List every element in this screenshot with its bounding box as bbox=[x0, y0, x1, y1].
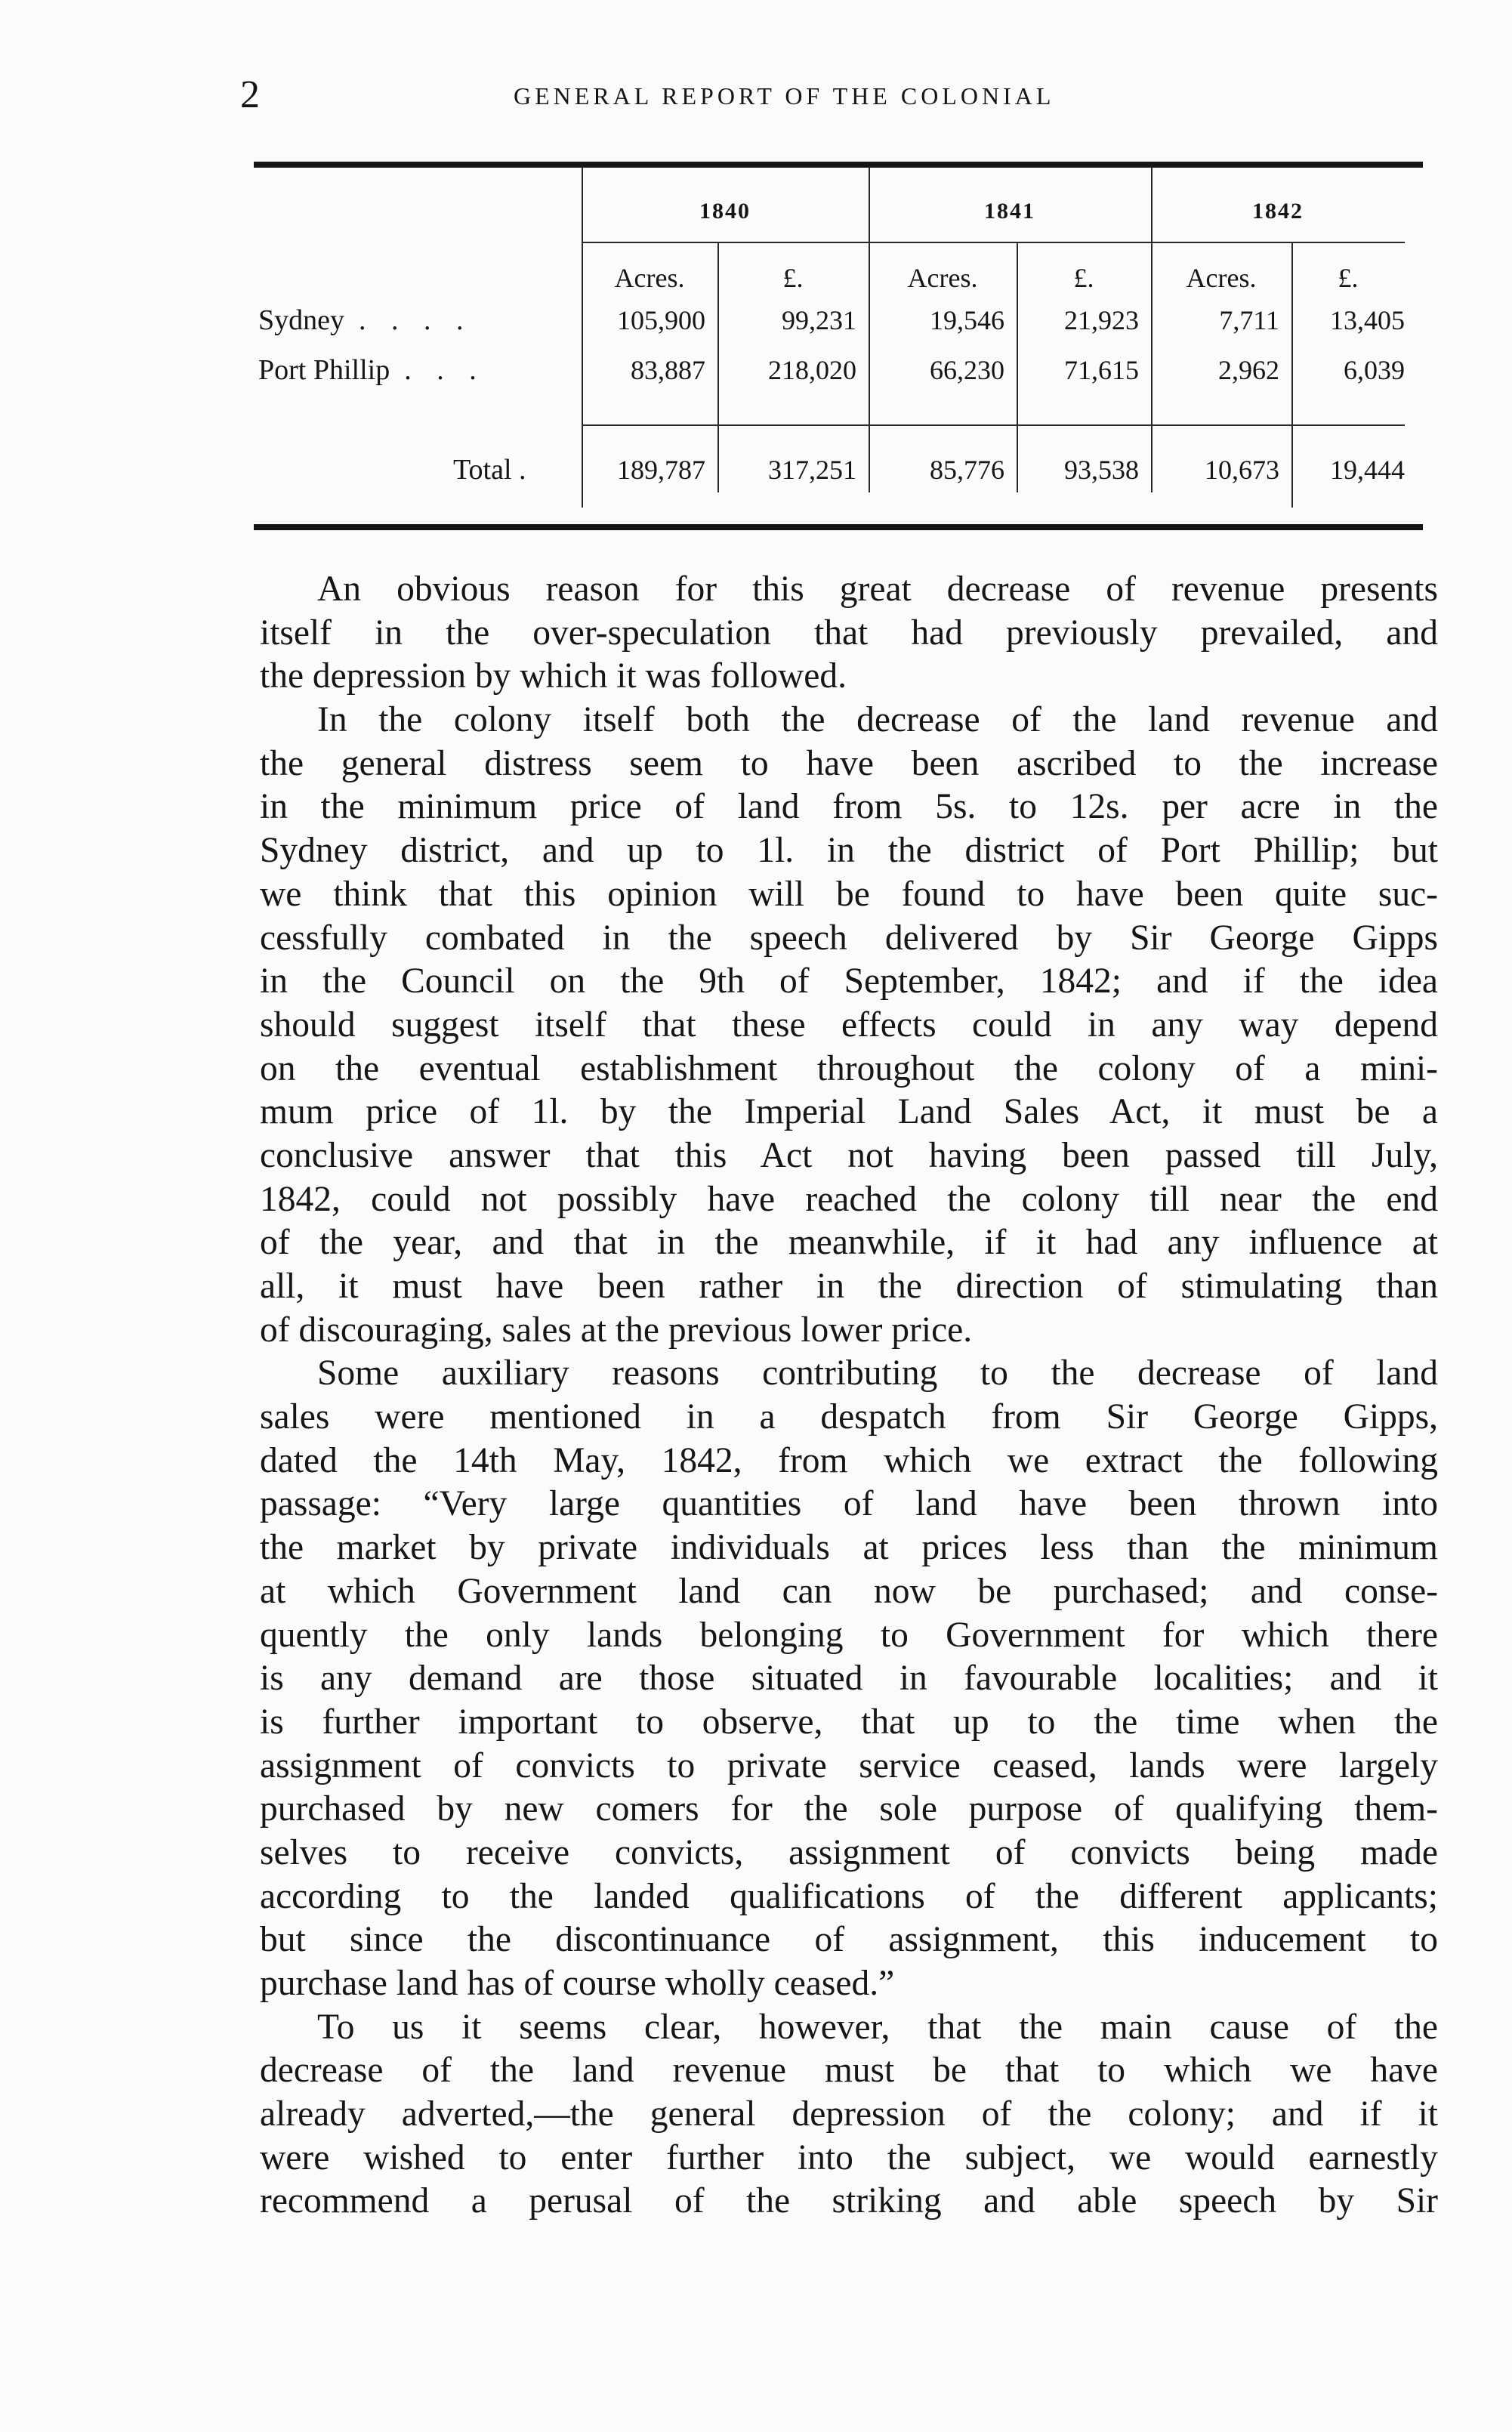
text-line: of discouraging, sales at the previous lower price. bbox=[260, 1310, 973, 1350]
text-line: on the eventual establishment throughout the colony of a mini- bbox=[260, 1048, 1438, 1088]
table-cell: 83,887 bbox=[631, 355, 705, 385]
text-line: itself in the over-speculation that had previously prevailed, and bbox=[260, 613, 1438, 653]
unit-header: £. bbox=[1338, 263, 1359, 293]
text-line: according to the landed qualifications of the different applicants; bbox=[260, 1876, 1438, 1916]
table-total-cell: 317,251 bbox=[768, 455, 856, 485]
table-top-rule bbox=[254, 162, 1423, 168]
year-header: 1840 bbox=[699, 199, 751, 224]
text-line: conclusive answer that this Act not having been passed till July, bbox=[260, 1135, 1438, 1175]
text-line: the depression by which it was followed. bbox=[260, 656, 847, 696]
text-line: sales were mentioned in a despatch from Sir George Gipps, bbox=[260, 1397, 1438, 1437]
text-line: selves to receive convicts, assignment of convicts being made bbox=[260, 1832, 1438, 1872]
text-line: Sydney district, and up to 1l. in the district of Port Phillip; but bbox=[260, 831, 1438, 871]
row-label-port-phillip: Port Phillip . . . bbox=[258, 354, 486, 386]
table-cell: 6,039 bbox=[1344, 355, 1405, 385]
text-line: mum price of 1l. by the Imperial Land Sales Act, it must be a bbox=[260, 1092, 1438, 1132]
table-cell: 2,962 bbox=[1218, 355, 1279, 385]
running-head: GENERAL REPORT OF THE COLONIAL bbox=[514, 82, 1055, 110]
table-cell: 99,231 bbox=[782, 305, 856, 335]
text-line: cessfully combated in the speech delivered by Sir George Gipps bbox=[260, 918, 1438, 958]
text-line: in the minimum price of land from 5s. to 12s. per acre in the bbox=[260, 787, 1438, 827]
unit-header: Acres. bbox=[614, 263, 685, 293]
text-line: decrease of the land revenue must be that to which we have bbox=[260, 2051, 1438, 2091]
text-line: dated the 14th May, 1842, from which we extract the following bbox=[260, 1440, 1438, 1480]
text-line: all, it must have been rather in the direction of stimulating than bbox=[260, 1267, 1438, 1306]
row-label-total: Total . bbox=[453, 454, 535, 486]
table-cell: 19,546 bbox=[930, 305, 1004, 335]
table-total-cell: 10,673 bbox=[1205, 455, 1279, 485]
text-line: the general distress seem to have been ascribed to the increase bbox=[260, 743, 1438, 783]
table-cell: 218,020 bbox=[768, 355, 856, 385]
land-sales-table bbox=[254, 168, 1423, 524]
unit-header: Acres. bbox=[907, 263, 978, 293]
table-cell: 105,900 bbox=[617, 305, 705, 335]
table-total-cell: 189,787 bbox=[617, 455, 705, 485]
text-line: purchased by new comers for the sole purpose of qualifying them- bbox=[260, 1789, 1438, 1829]
row-label-sydney: Sydney . . . . bbox=[258, 304, 473, 336]
text-line: quently the only lands belonging to Government for which there bbox=[260, 1615, 1438, 1655]
text-line: Some auxiliary reasons contributing to the decrease of land bbox=[317, 1353, 1438, 1393]
text-line: were wished to enter further into the subject, we would earnestly bbox=[260, 2137, 1438, 2177]
text-line: To us it seems clear, however, that the main cause of the bbox=[317, 2007, 1438, 2047]
table-cell: 7,711 bbox=[1219, 305, 1279, 335]
page-header bbox=[0, 73, 1512, 118]
text-line: is further important to observe, that up to the time when the bbox=[260, 1702, 1438, 1742]
table-bottom-rule bbox=[254, 524, 1423, 530]
text-line: we think that this opinion will be found to have been quite suc- bbox=[260, 874, 1438, 914]
table-cell: 66,230 bbox=[930, 355, 1004, 385]
table-cell: 71,615 bbox=[1064, 355, 1139, 385]
text-line: the market by private individuals at prices less than the minimum bbox=[260, 1528, 1438, 1568]
text-line: in the Council on the 9th of September, 1842; and if the idea bbox=[260, 961, 1438, 1002]
unit-header: Acres. bbox=[1186, 263, 1257, 293]
body-text bbox=[260, 568, 1438, 2224]
table-cell: 21,923 bbox=[1064, 305, 1139, 335]
table-rule bbox=[582, 424, 1405, 426]
table-rule bbox=[582, 242, 1405, 243]
table-cell: 13,405 bbox=[1330, 305, 1405, 335]
unit-header: £. bbox=[782, 263, 804, 293]
text-line: purchase land has of course wholly ceased.” bbox=[260, 1964, 895, 2003]
unit-header: £. bbox=[1073, 263, 1094, 293]
text-line: at which Government land can now be purchased; and conse- bbox=[260, 1571, 1438, 1611]
text-line: 1842, could not possibly have reached the colony till near the end bbox=[260, 1179, 1438, 1219]
table-total-cell: 19,444 bbox=[1330, 455, 1405, 485]
text-line: assignment of convicts to private service ceased, lands were largely bbox=[260, 1745, 1438, 1785]
text-line: recommend a perusal of the striking and able speech by Sir bbox=[260, 2181, 1438, 2221]
text-line: already adverted,—the general depression of the colony; and if it bbox=[260, 2094, 1438, 2134]
text-line: passage: “Very large quantities of land have been thrown into bbox=[260, 1484, 1438, 1524]
text-line: An obvious reason for this great decrease of revenue presents bbox=[317, 569, 1438, 609]
text-line: of the year, and that in the meanwhile, if it had any influence at bbox=[260, 1223, 1438, 1263]
table-total-cell: 93,538 bbox=[1064, 455, 1139, 485]
text-line: should suggest itself that these effects could in any way depend bbox=[260, 1005, 1438, 1045]
year-header: 1841 bbox=[984, 199, 1035, 224]
page-number: 2 bbox=[240, 73, 260, 116]
year-header: 1842 bbox=[1252, 199, 1304, 224]
text-line: but since the discontinuance of assignment, this inducement to bbox=[260, 1920, 1438, 1960]
text-line: In the colony itself both the decrease of the land revenue and bbox=[317, 700, 1438, 740]
text-line: is any demand are those situated in favourable localities; and it bbox=[260, 1659, 1438, 1699]
table-total-cell: 85,776 bbox=[930, 455, 1004, 485]
